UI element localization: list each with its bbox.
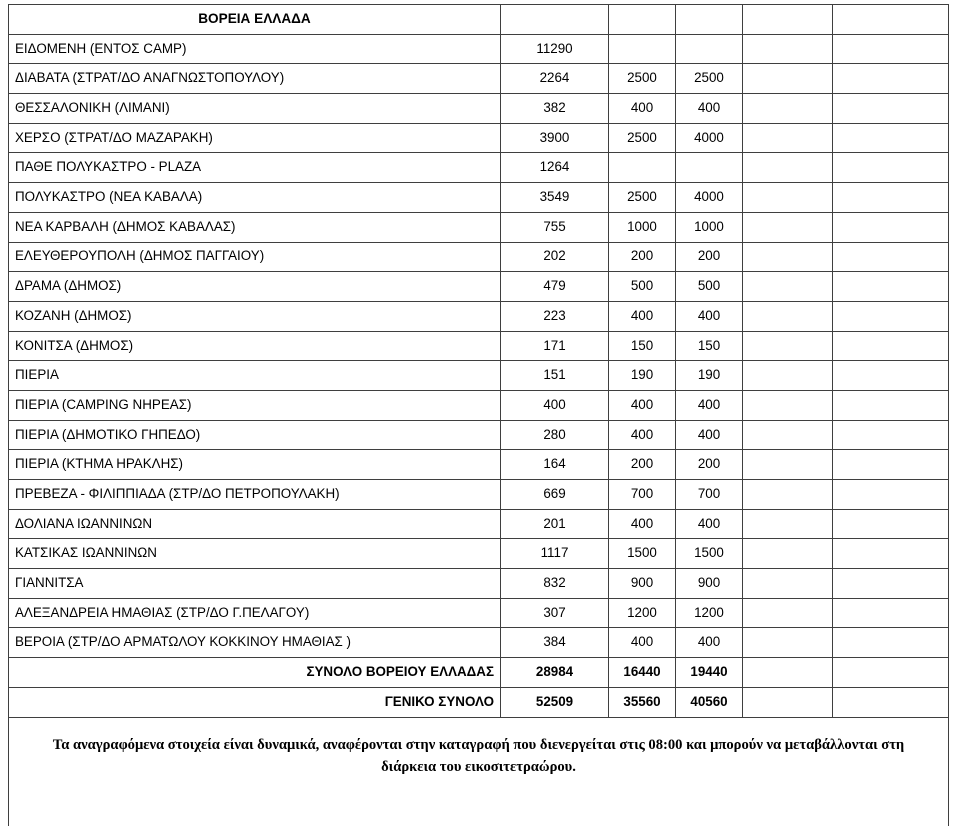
empty-cell-1[interactable]	[743, 509, 833, 539]
value-cell-1[interactable]: 384	[501, 628, 609, 658]
value-cell-2[interactable]: 900	[609, 569, 676, 599]
site-name-cell[interactable]: ΠΡΕΒΕΖΑ - ΦΙΛΙΠΠΙΑΔΑ (ΣΤΡ/ΔΟ ΠΕΤΡΟΠΟΥΛΑΚΗ)	[9, 480, 501, 510]
header-blank-1[interactable]	[743, 5, 833, 35]
value-cell-3[interactable]: 1500	[676, 539, 743, 569]
value-cell-2[interactable]	[609, 34, 676, 64]
value-cell-3[interactable]: 700	[676, 480, 743, 510]
total-empty-cell-1[interactable]	[743, 687, 833, 717]
value-cell-2[interactable]: 1500	[609, 539, 676, 569]
value-cell-3[interactable]: 190	[676, 361, 743, 391]
value-cell-2[interactable]: 400	[609, 628, 676, 658]
value-cell-2[interactable]: 1000	[609, 212, 676, 242]
value-cell-3[interactable]: 400	[676, 301, 743, 331]
empty-cell-1[interactable]	[743, 480, 833, 510]
value-cell-1[interactable]: 479	[501, 272, 609, 302]
value-cell-3[interactable]: 1000	[676, 212, 743, 242]
table-row	[9, 272, 949, 302]
empty-cell-1[interactable]	[743, 212, 833, 242]
value-cell-2[interactable]: 2500	[609, 183, 676, 213]
total-value-cell-3[interactable]: 40560	[676, 687, 743, 717]
site-name-cell[interactable]: ΓΙΑΝΝΙΤΣΑ	[9, 569, 501, 599]
table-row	[9, 361, 949, 391]
region-header-row	[9, 5, 949, 35]
value-cell-2[interactable]: 500	[609, 272, 676, 302]
empty-cell-1[interactable]	[743, 123, 833, 153]
region-title: ΒΟΡΕΙΑ ΕΛΛΑΔΑ	[9, 5, 501, 35]
total-value-cell-3[interactable]: 19440	[676, 658, 743, 688]
value-cell-3[interactable]: 900	[676, 569, 743, 599]
empty-cell-2[interactable]	[833, 212, 949, 242]
site-name-cell[interactable]: ΠΑΘΕ ΠΟΛΥΚΑΣΤΡΟ - PLAZA	[9, 153, 501, 183]
empty-cell-2[interactable]	[833, 301, 949, 331]
site-name-cell[interactable]: ΚΑΤΣΙΚΑΣ ΙΩΑΝΝΙΝΩΝ	[9, 539, 501, 569]
site-name-cell[interactable]: ΘΕΣΣΑΛΟΝΙΚΗ (ΛΙΜΑΝΙ)	[9, 94, 501, 124]
site-name-cell[interactable]: ΠΙΕΡΙΑ	[9, 361, 501, 391]
table-row	[9, 34, 949, 64]
total-empty-cell-1[interactable]	[743, 658, 833, 688]
value-cell-1[interactable]: 202	[501, 242, 609, 272]
table-row	[9, 628, 949, 658]
value-cell-1[interactable]: 11290	[501, 34, 609, 64]
value-cell-1[interactable]: 223	[501, 301, 609, 331]
value-cell-2[interactable]: 1200	[609, 598, 676, 628]
empty-cell-2[interactable]	[833, 242, 949, 272]
site-name-cell[interactable]: ΔΙΑΒΑΤΑ (ΣΤΡΑΤ/ΔΟ ΑΝΑΓΝΩΣΤΟΠΟΥΛΟΥ)	[9, 64, 501, 94]
header-v1[interactable]	[501, 5, 609, 35]
value-cell-1[interactable]: 307	[501, 598, 609, 628]
value-cell-2[interactable]	[609, 153, 676, 183]
value-cell-3[interactable]: 200	[676, 450, 743, 480]
empty-cell-1[interactable]	[743, 331, 833, 361]
empty-cell-1[interactable]	[743, 242, 833, 272]
total-label-cell[interactable]: ΣΥΝΟΛΟ ΒΟΡΕΙΟΥ ΕΛΛΑΔΑΣ	[9, 658, 501, 688]
empty-cell-1[interactable]	[743, 420, 833, 450]
value-cell-3[interactable]: 400	[676, 420, 743, 450]
header-v3[interactable]	[676, 5, 743, 35]
empty-cell-2[interactable]	[833, 390, 949, 420]
empty-cell-2[interactable]	[833, 569, 949, 599]
site-name-cell[interactable]: ΠΙΕΡΙΑ (ΚΤΗΜΑ ΗΡΑΚΛΗΣ)	[9, 450, 501, 480]
table-row	[9, 509, 949, 539]
empty-cell-1[interactable]	[743, 390, 833, 420]
empty-cell-2[interactable]	[833, 509, 949, 539]
footnote-text: Τα αναγραφόμενα στοιχεία είναι δυναμικά, αναφέρονται στην καταγραφή που διενεργείται στις 08:00 και μπορούν να μεταβάλλονται στη διάρκεια του εικοσιτετραώρου.	[9, 717, 949, 826]
site-name-cell[interactable]: ΕΛΕΥΘΕΡΟΥΠΟΛΗ (ΔΗΜΟΣ ΠΑΓΓΑΙΟΥ)	[9, 242, 501, 272]
table-row	[9, 183, 949, 213]
empty-cell-2[interactable]	[833, 183, 949, 213]
value-cell-3[interactable]: 2500	[676, 64, 743, 94]
site-name-cell[interactable]: ΚΟΖΑΝΗ (ΔΗΜΟΣ)	[9, 301, 501, 331]
value-cell-2[interactable]: 2500	[609, 64, 676, 94]
value-cell-1[interactable]: 400	[501, 390, 609, 420]
empty-cell-2[interactable]	[833, 272, 949, 302]
value-cell-3[interactable]: 4000	[676, 183, 743, 213]
empty-cell-2[interactable]	[833, 123, 949, 153]
empty-cell-1[interactable]	[743, 569, 833, 599]
empty-cell-2[interactable]	[833, 94, 949, 124]
value-cell-3[interactable]: 400	[676, 390, 743, 420]
total-value-cell-1[interactable]: 52509	[501, 687, 609, 717]
value-cell-3[interactable]: 400	[676, 509, 743, 539]
empty-cell-1[interactable]	[743, 301, 833, 331]
value-cell-3[interactable]: 400	[676, 94, 743, 124]
site-name-cell[interactable]: ΝΕΑ ΚΑΡΒΑΛΗ (ΔΗΜΟΣ ΚΑΒΑΛΑΣ)	[9, 212, 501, 242]
value-cell-1[interactable]: 3549	[501, 183, 609, 213]
table-row	[9, 569, 949, 599]
empty-cell-1[interactable]	[743, 183, 833, 213]
value-cell-2[interactable]: 190	[609, 361, 676, 391]
table-row	[9, 94, 949, 124]
site-name-cell[interactable]: ΑΛΕΞΑΝΔΡΕΙΑ ΗΜΑΘΙΑΣ (ΣΤΡ/ΔΟ Γ.ΠΕΛΑΓΟΥ)	[9, 598, 501, 628]
total-value-cell-2[interactable]: 16440	[609, 658, 676, 688]
site-name-cell[interactable]: ΚΟΝΙΤΣΑ (ΔΗΜΟΣ)	[9, 331, 501, 361]
empty-cell-2[interactable]	[833, 598, 949, 628]
empty-cell-1[interactable]	[743, 64, 833, 94]
header-v2[interactable]	[609, 5, 676, 35]
table-row	[9, 420, 949, 450]
table-row	[9, 450, 949, 480]
empty-cell-1[interactable]	[743, 598, 833, 628]
site-name-cell[interactable]: ΠΙΕΡΙΑ (CAMPING ΝΗΡΕΑΣ)	[9, 390, 501, 420]
empty-cell-1[interactable]	[743, 34, 833, 64]
value-cell-1[interactable]: 171	[501, 331, 609, 361]
value-cell-2[interactable]: 400	[609, 301, 676, 331]
data-table	[8, 4, 949, 826]
value-cell-3[interactable]: 150	[676, 331, 743, 361]
site-name-cell[interactable]: ΔΡΑΜΑ (ΔΗΜΟΣ)	[9, 272, 501, 302]
value-cell-2[interactable]: 400	[609, 420, 676, 450]
value-cell-1[interactable]: 1264	[501, 153, 609, 183]
value-cell-3[interactable]: 4000	[676, 123, 743, 153]
value-cell-2[interactable]: 200	[609, 242, 676, 272]
empty-cell-1[interactable]	[743, 450, 833, 480]
total-value-cell-1[interactable]: 28984	[501, 658, 609, 688]
empty-cell-2[interactable]	[833, 628, 949, 658]
table-row	[9, 390, 949, 420]
empty-cell-2[interactable]	[833, 420, 949, 450]
value-cell-2[interactable]: 400	[609, 390, 676, 420]
site-name-cell[interactable]: ΔΟΛΙΑΝΑ ΙΩΑΝΝΙΝΩΝ	[9, 509, 501, 539]
empty-cell-2[interactable]	[833, 331, 949, 361]
table-row	[9, 301, 949, 331]
value-cell-1[interactable]: 151	[501, 361, 609, 391]
empty-cell-1[interactable]	[743, 272, 833, 302]
total-row	[9, 658, 949, 688]
table-row	[9, 123, 949, 153]
site-name-cell[interactable]: ΠΙΕΡΙΑ (ΔΗΜΟΤΙΚΟ ΓΗΠΕΔΟ)	[9, 420, 501, 450]
empty-cell-2[interactable]	[833, 450, 949, 480]
value-cell-1[interactable]: 832	[501, 569, 609, 599]
site-name-cell[interactable]: ΒΕΡΟΙΑ (ΣΤΡ/ΔΟ ΑΡΜΑΤΩΛΟΥ ΚΟΚΚΙΝΟΥ ΗΜΑΘΙΑΣ )	[9, 628, 501, 658]
value-cell-1[interactable]: 2264	[501, 64, 609, 94]
total-value-cell-2[interactable]: 35560	[609, 687, 676, 717]
value-cell-1[interactable]: 382	[501, 94, 609, 124]
value-cell-3[interactable]	[676, 153, 743, 183]
header-blank-2[interactable]	[833, 5, 949, 35]
site-name-cell[interactable]: ΧΕΡΣΟ (ΣΤΡΑΤ/ΔΟ ΜΑΖΑΡΑΚΗ)	[9, 123, 501, 153]
site-name-cell[interactable]: ΠΟΛΥΚΑΣΤΡΟ (ΝΕΑ ΚΑΒΑΛΑ)	[9, 183, 501, 213]
value-cell-3[interactable]	[676, 34, 743, 64]
table-row	[9, 64, 949, 94]
site-name-cell[interactable]: ΕΙΔΟΜΕΝΗ (ΕΝΤΟΣ CAMP)	[9, 34, 501, 64]
empty-cell-1[interactable]	[743, 94, 833, 124]
table-row	[9, 480, 949, 510]
value-cell-3[interactable]: 400	[676, 628, 743, 658]
footnote-row	[9, 717, 949, 826]
empty-cell-1[interactable]	[743, 539, 833, 569]
table-row	[9, 242, 949, 272]
value-cell-2[interactable]: 150	[609, 331, 676, 361]
total-empty-cell-2[interactable]	[833, 687, 949, 717]
value-cell-3[interactable]: 1200	[676, 598, 743, 628]
empty-cell-2[interactable]	[833, 64, 949, 94]
total-empty-cell-2[interactable]	[833, 658, 949, 688]
value-cell-1[interactable]: 164	[501, 450, 609, 480]
empty-cell-2[interactable]	[833, 34, 949, 64]
value-cell-3[interactable]: 500	[676, 272, 743, 302]
value-cell-1[interactable]: 669	[501, 480, 609, 510]
table-row	[9, 153, 949, 183]
value-cell-2[interactable]: 400	[609, 509, 676, 539]
table-row	[9, 598, 949, 628]
empty-cell-1[interactable]	[743, 361, 833, 391]
value-cell-2[interactable]: 400	[609, 94, 676, 124]
value-cell-1[interactable]: 280	[501, 420, 609, 450]
total-label-cell[interactable]: ΓΕΝΙΚΟ ΣΥΝΟΛΟ	[9, 687, 501, 717]
empty-cell-1[interactable]	[743, 628, 833, 658]
value-cell-1[interactable]: 1117	[501, 539, 609, 569]
value-cell-2[interactable]: 2500	[609, 123, 676, 153]
table-row	[9, 539, 949, 569]
value-cell-2[interactable]: 200	[609, 450, 676, 480]
empty-cell-1[interactable]	[743, 153, 833, 183]
empty-cell-2[interactable]	[833, 539, 949, 569]
value-cell-1[interactable]: 201	[501, 509, 609, 539]
empty-cell-2[interactable]	[833, 480, 949, 510]
empty-cell-2[interactable]	[833, 153, 949, 183]
total-row	[9, 687, 949, 717]
value-cell-1[interactable]: 755	[501, 212, 609, 242]
value-cell-1[interactable]: 3900	[501, 123, 609, 153]
value-cell-2[interactable]: 700	[609, 480, 676, 510]
value-cell-3[interactable]: 200	[676, 242, 743, 272]
empty-cell-2[interactable]	[833, 361, 949, 391]
table-row	[9, 331, 949, 361]
table-row	[9, 212, 949, 242]
